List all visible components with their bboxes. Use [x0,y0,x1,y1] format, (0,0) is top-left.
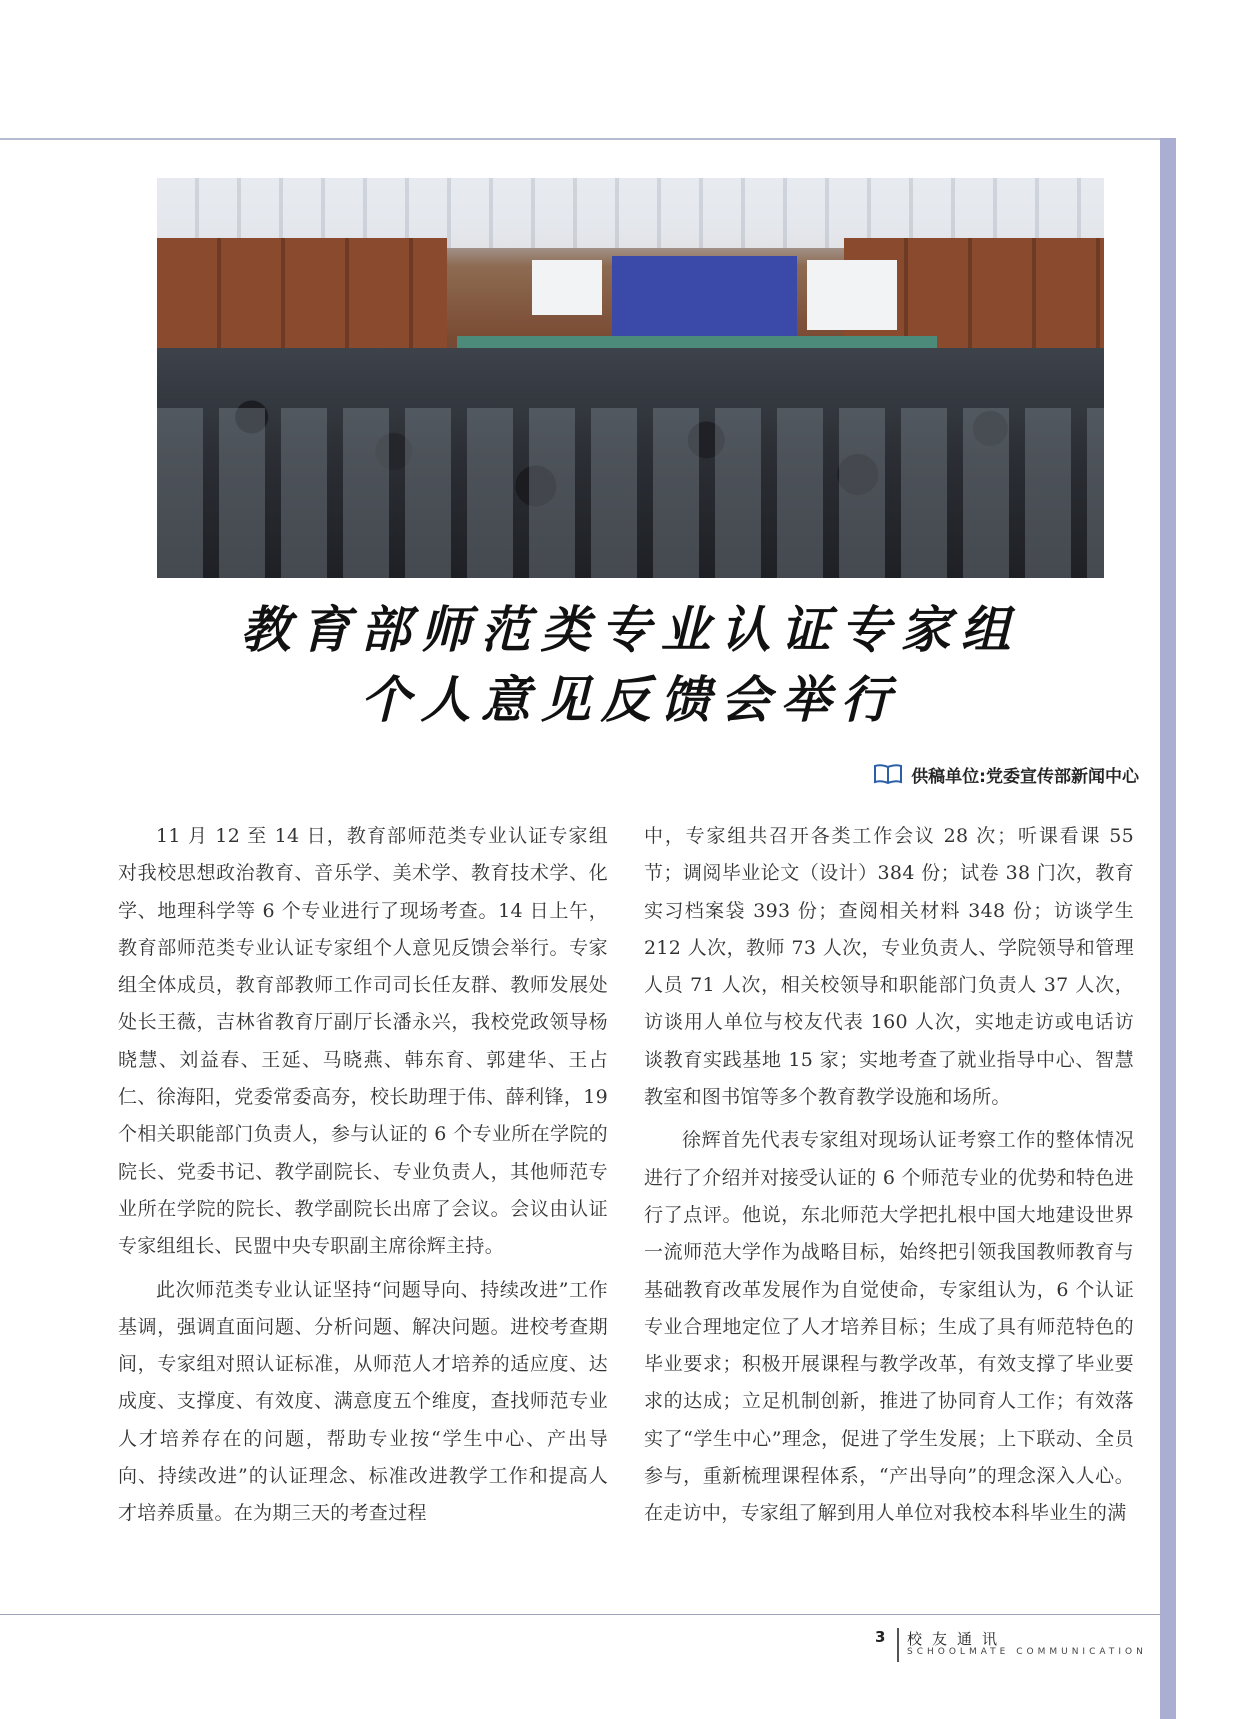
body-column-left [118,818,608,1539]
body-column-right [644,818,1134,1539]
magazine-name-en: SCHOOLMATE COMMUNICATION [907,1647,1147,1657]
paragraph: 中，专家组共召开各类工作会议 28 次；听课看课 55 节；调阅毕业论文（设计）384 份；试卷 38 门次，教育实习档案袋 393 份；查阅相关材料 348 份；访谈学生 212 人次，教师 73 人次，专业负责人、学院领导和管理人员 71 人次，相关校领导和职能部门负责人 37 人次，访谈用人单位与校友代表 160 人次，实地走访或电话访谈教育实践基地 15 家；实地考查了就业指导中心、智慧教室和图书馆等多个教育教学设施和场所。 [644,825,1134,1109]
source-credit [873,760,1139,788]
top-rule [0,138,1160,140]
page-number: 3 [875,1628,886,1646]
magazine-name: 校友通讯 [907,1630,1008,1648]
article-title [157,595,1104,735]
source-text: 供稿单位:党委宣传部新闻中心 [911,766,1139,787]
paragraph: 徐辉首先代表专家组对现场认证考察工作的整体情况进行了介绍并对接受认证的 6 个师范专业的优势和特色进行了点评。他说，东北师范大学把扎根中国大地建设世界一流师范大学作为战略目标，始终把引领我国教师教育与基础教育改革发展作为自觉使命，专家组认为，6 个认证专业合理地定位了人才培养目标；生成了具有师范特色的毕业要求；积极开展课程与教学改革，有效支撑了毕业要求的达成；立足机制创新，推进了协同育人工作；有效落实了“学生中心”理念，促进了学生发展；上下联动、全员参与，重新梳理课程体系，“产出导向”的理念深入人心。在走访中，专家组了解到用人单位对我校本科毕业生的满 [644,1129,1134,1525]
paragraph: 11 月 12 至 14 日，教育部师范类专业认证专家组对我校思想政治教育、音乐学、美术学、教育技术学、化学、地理科学等 6 个专业进行了现场考查。14 日上午，教育部师范类专业认证专家组个人意见反馈会举行。专家组全体成员，教育部教师工作司司长任友群、教师发展处处长王薇，吉林省教育厅副厅长潘永兴，我校党政领导杨晓慧、刘益春、王延、马晓燕、韩东育、郭建华、王占仁、徐海阳，党委常委高夯，校长助理于伟、薛利锋，19 个相关职能部门负责人，参与认证的 6 个专业所在学院的院长、党委书记、教学副院长、专业负责人，其他师范专业所在学院的院长、教学副院长出席了会议。会议由认证专家组组长、民盟中央专职副主席徐辉主持。 [118,825,608,1258]
meeting-photo [157,178,1104,578]
title-line-2: 个人意见反馈会举行 [360,670,901,729]
footer-divider [897,1628,899,1662]
bottom-rule [0,1614,1160,1615]
side-accent-bar [1160,138,1176,1719]
open-book-icon [873,763,903,785]
paragraph: 此次师范类专业认证坚持“问题导向、持续改进”工作基调，强调直面问题、分析问题、解决问题。进校考查期间，专家组对照认证标准，从师范人才培养的适应度、达成度、支撑度、有效度、满意度五个维度，查找师范专业人才培养存在的问题，帮助专业按“学生中心、产出导向、持续改进”的认证理念、标准改进教学工作和提高人才培养质量。在为期三天的考查过程 [118,1278,608,1525]
title-line-1: 教育部师范类专业认证专家组 [240,600,1021,659]
